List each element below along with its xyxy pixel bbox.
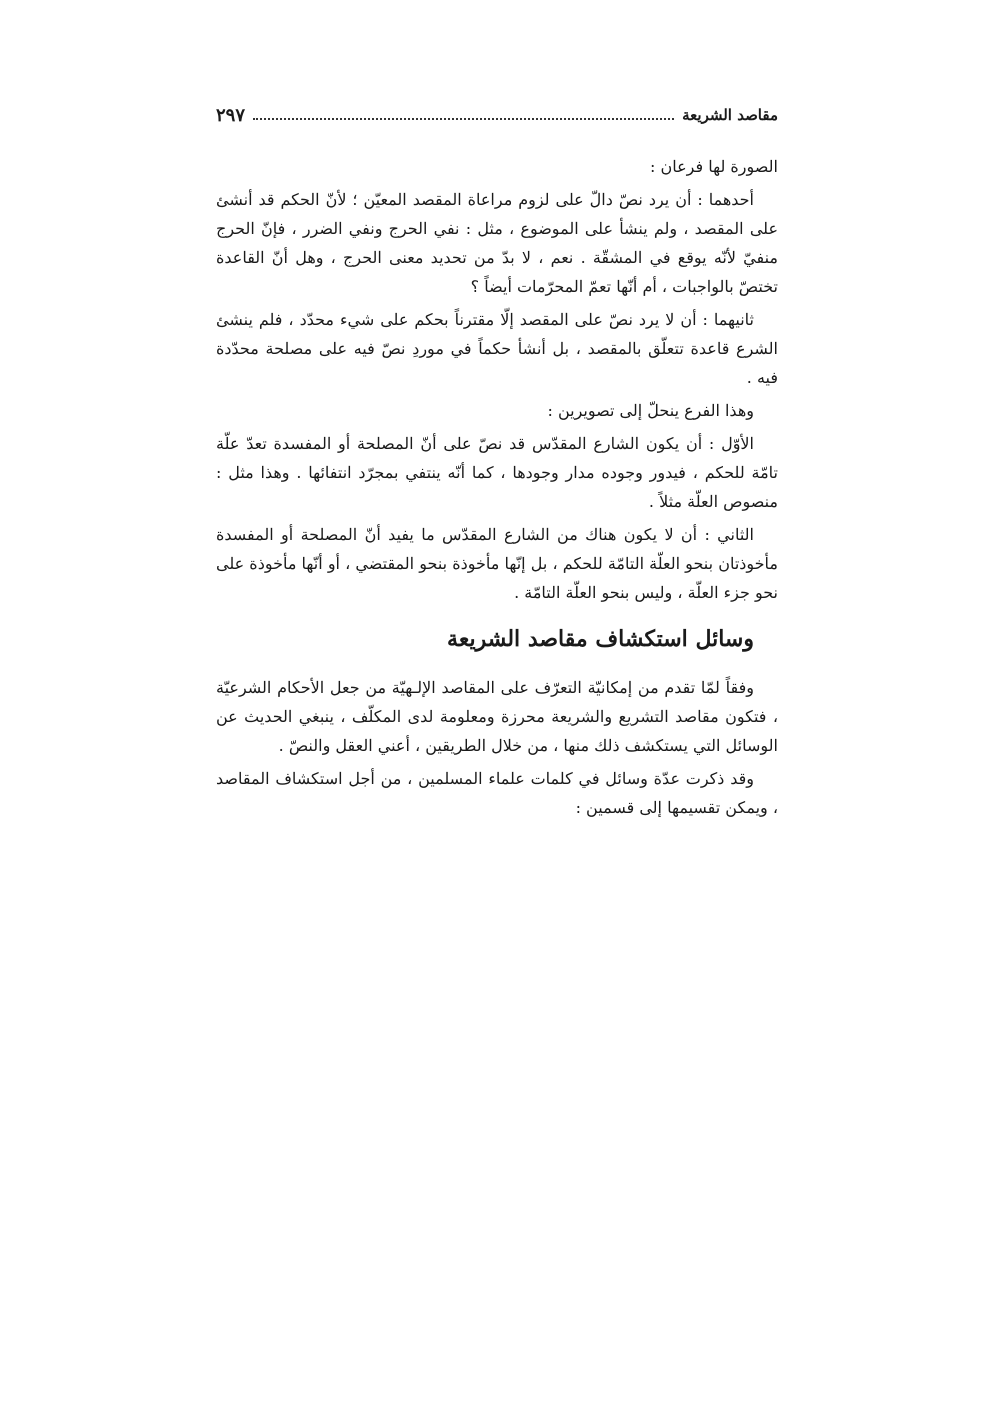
running-header: [216, 100, 778, 130]
paragraph: وفقاً لمّا تقدم من إمكانيّة التعرّف على المقاصد الإلـهيّة من جعل الأحكام الشرعيّة ، فتكون مقاصد التشريع والشريعة محرزة ومعلومة لدى المكلّف ، ينبغي الحديث عن الوسائل التي يستكشف ذلك منها ، من خلال الطريقين ، أعني العقل والنصّ .: [216, 678, 778, 755]
paragraph: الأوّل : أن يكون الشارع المقدّس قد نصّ على أنّ المصلحة أو المفسدة تعدّ علّة تامّة للحكم ، فيدور وجوده مدار وجودها ، كما أنّه ينتفي بمجرّد انتفائها . وهذا مثل : منصوص العلّة مثلاً .: [216, 434, 778, 511]
header-dot-leader: [253, 118, 674, 120]
running-header-title: مقاصد الشريعة: [682, 106, 778, 124]
paragraph: وهذا الفرع ينحلّ إلى تصويرين :: [547, 401, 754, 420]
section-heading: وسائل استكشاف مقاصد الشريعة: [447, 626, 754, 652]
paragraph: أحدهما : أن يرد نصّ دالّ على لزوم مراعاة المقصد المعيّن ؛ لأنّ الحكم قد أنشئ على المقصد ، ولم ينشأ على الموضوع ، مثل : نفي الحرج ونفي الضرر ، فإنّ الحرج منفيّ لأنّه يوقع في المشقّة . نعم ، لا بدّ من تحديد معنى الحرج ، وهل أنّ القاعدة تختصّ بالواجبات ، أم أنّها تعمّ المحرّمات أيضاً ؟: [216, 190, 779, 296]
paragraph: الثاني : أن لا يكون هناك من الشارع المقدّس ما يفيد أنّ المصلحة أو المفسدة مأخوذتان بنحو العلّة التامّة للحكم ، بل إنّها مأخوذة بنحو المقتضي ، أو أنّها مأخوذة على نحو جزء العلّة ، وليس بنحو العلّة التامّة .: [216, 525, 778, 602]
paragraph: ثانيهما : أن لا يرد نصّ على المقصد إلّا مقترناً بحكم على شيء محدّد ، فلم ينشئ الشرع قاعدة تتعلّق بالمقصد ، بل أنشأ حكماً في موردِ نصّ فيه على مصلحة محدّدة فيه .: [216, 310, 779, 387]
paragraph: وقد ذكرت عدّة وسائل في كلمات علماء المسلمين ، من أجل استكشاف المقاصد ، ويمكن تقسيمها إلى قسمين :: [216, 769, 778, 817]
page-number: ٢٩٧: [216, 104, 246, 126]
paragraph: الصورة لها فرعان :: [650, 157, 778, 176]
page-body: [216, 152, 778, 826]
